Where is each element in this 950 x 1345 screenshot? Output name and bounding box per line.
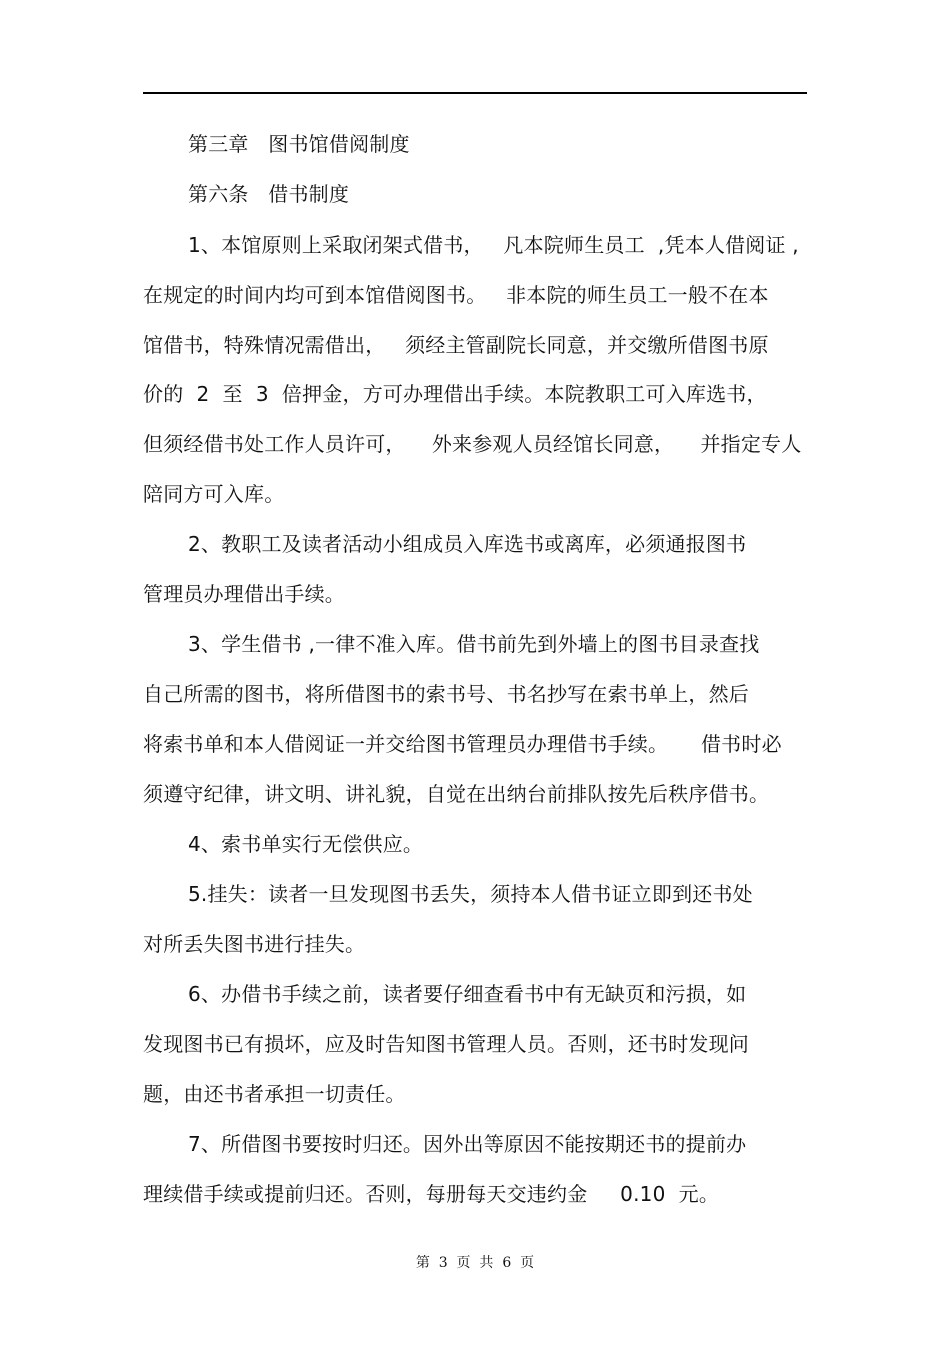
- paragraph-line: 陪同方可入库。: [143, 482, 285, 506]
- paragraph-line: 4、索书单实行无偿供应。: [188, 832, 424, 856]
- paragraph-line: 馆借书，特殊情况需借出， 须经主管副院长同意，并交缴所借图书原: [143, 333, 769, 357]
- article-heading: 第六条 借书制度: [188, 182, 350, 206]
- paragraph-line: 5.挂失：读者一旦发现图书丢失，须持本人借书证立即到还书处: [188, 882, 753, 906]
- paragraph-line: 须遵守纪律，讲文明、讲礼貌，自觉在出纳台前排队按先后秩序借书。: [143, 782, 770, 806]
- header-rule: [143, 92, 807, 94]
- paragraph-line: 1、本馆原则上采取闭架式借书， 凡本院师生员工 ,凭本人借阅证 ,: [188, 233, 799, 257]
- paragraph-line: 题，由还书者承担一切责任。: [143, 1082, 406, 1106]
- chapter-heading: 第三章 图书馆借阅制度: [188, 132, 410, 156]
- paragraph-line: 3、学生借书 ,一律不准入库。借书前先到外墙上的图书目录查找: [188, 632, 760, 656]
- paragraph-line: 管理员办理借出手续。: [143, 582, 345, 606]
- paragraph-line: 理续借手续或提前归还。否则，每册每天交违约金 0.10 元。: [143, 1182, 720, 1206]
- paragraph-line: 但须经借书处工作人员许可， 外来参观人员经馆长同意， 并指定专人: [143, 432, 802, 456]
- paragraph-line: 2、教职工及读者活动小组成员入库选书或离库，必须通报图书: [188, 532, 747, 556]
- paragraph-line: 自己所需的图书，将所借图书的索书号、书名抄写在索书单上，然后: [143, 682, 749, 706]
- page-number: 第 3 页 共 6 页: [415, 1255, 535, 1271]
- paragraph-line: 价的 2 至 3 倍押金，方可办理借出手续。本院教职工可入库选书，: [143, 382, 767, 406]
- paragraph-line: 对所丢失图书进行挂失。: [143, 932, 366, 956]
- paragraph-line: 发现图书已有损坏，应及时告知图书管理人员。否则，还书时发现问: [143, 1032, 749, 1056]
- paragraph-line: 将索书单和本人借阅证一并交给图书管理员办理借书手续。 借书时必: [143, 732, 782, 756]
- paragraph-line: 在规定的时间内均可到本馆借阅图书。 非本院的师生员工一般不在本: [143, 283, 769, 307]
- paragraph-line: 6、办借书手续之前，读者要仔细查看书中有无缺页和污损，如: [188, 982, 747, 1006]
- paragraph-line: 7、所借图书要按时归还。因外出等原因不能按期还书的提前办: [188, 1132, 747, 1156]
